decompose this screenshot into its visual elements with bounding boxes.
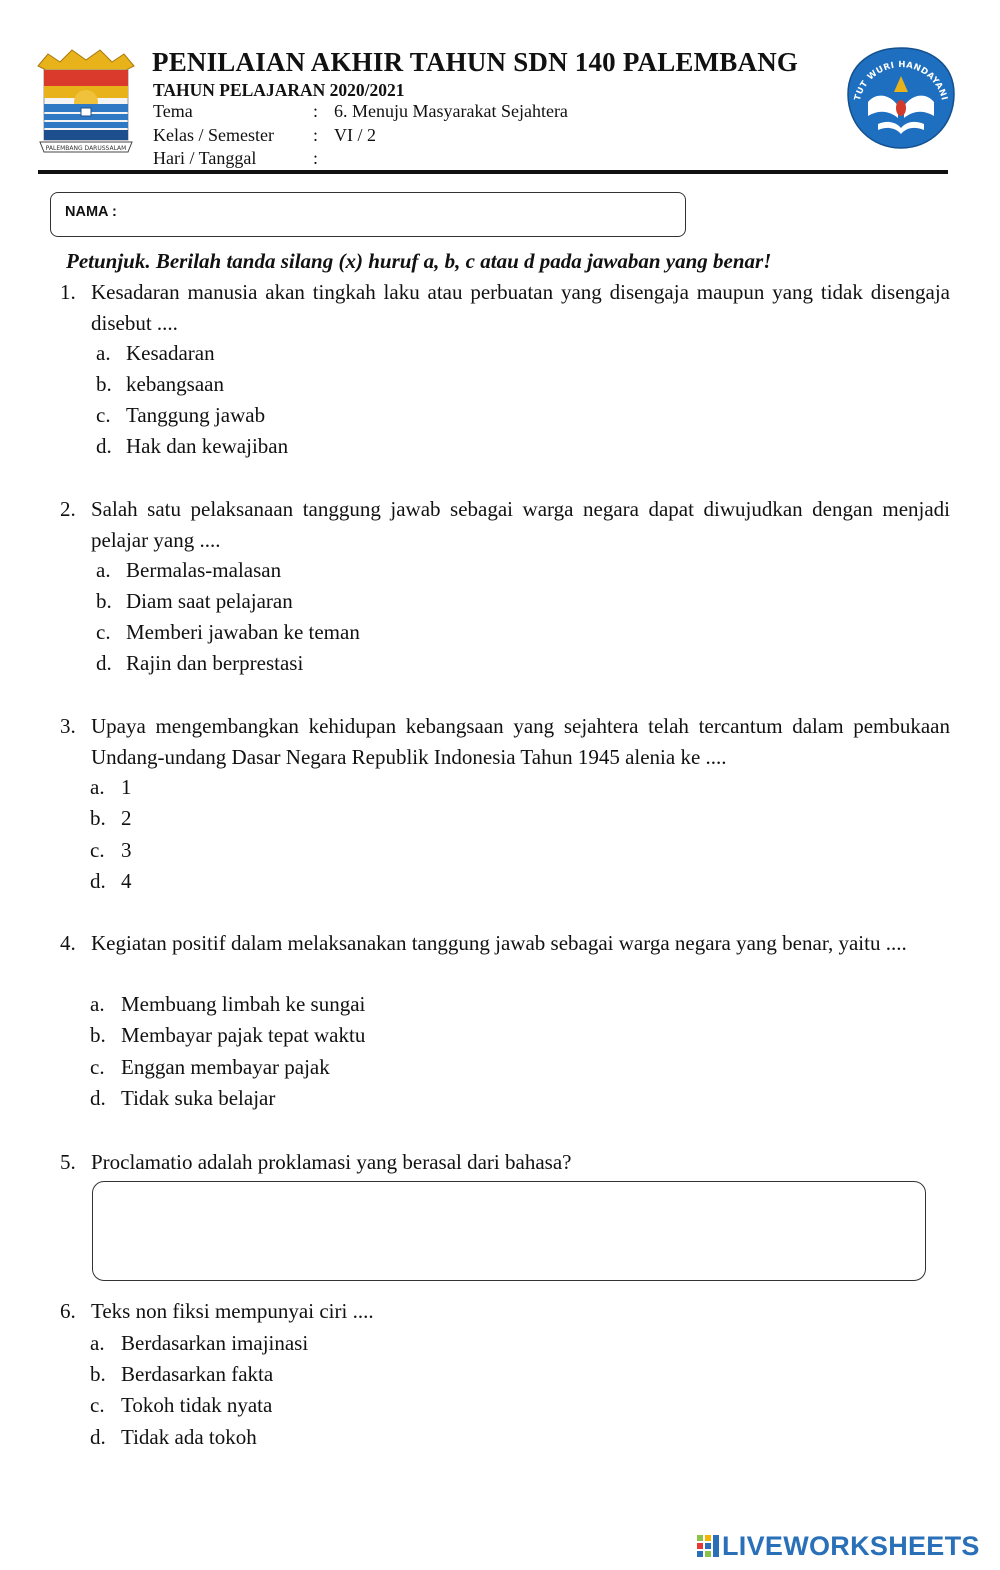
- option-text: Tokoh tidak nyata: [121, 1393, 273, 1417]
- meta-label: Hari / Tanggal: [153, 148, 257, 168]
- brand-name: LIVEWORKSHEETS: [722, 1531, 980, 1561]
- option-text: 3: [121, 838, 132, 862]
- option-text: Kesadaran: [126, 341, 215, 365]
- option-text: Memberi jawaban ke teman: [126, 620, 360, 644]
- emblem-arc-text: TUT WURI HANDAYANI: [852, 60, 950, 102]
- option-letter: d.: [90, 1425, 106, 1449]
- option-letter: c.: [90, 838, 105, 862]
- name-field[interactable]: [50, 192, 686, 237]
- question-text: Proclamatio adalah proklamasi yang berasal dari bahasa?: [91, 1150, 572, 1174]
- option-text: 4: [121, 869, 132, 893]
- liveworksheets-logo-icon: [697, 1535, 719, 1557]
- question-text: Upaya mengembangkan kehidupan kebangsaan yang sejahtera telah tercantum dalam pembukaan Undang-undang Dasar Negara Republik Indonesia Tahun 1945 alenia ke ....: [91, 714, 950, 769]
- option-text: Berdasarkan fakta: [121, 1362, 274, 1386]
- option-letter: c.: [90, 1393, 105, 1417]
- answer-input-box[interactable]: [92, 1181, 926, 1281]
- meta-colon: :: [313, 125, 319, 145]
- question-text: Salah satu pelaksanaan tanggung jawab sebagai warga negara dapat diwujudkan dengan menjadi pelajar yang ....: [91, 497, 950, 552]
- option-text: Tanggung jawab: [126, 403, 266, 427]
- option-text: kebangsaan: [126, 372, 224, 396]
- answer-option[interactable]: [90, 869, 132, 894]
- option-letter: a.: [90, 1331, 105, 1355]
- question-text: Teks non fiksi mempunyai ciri ....: [91, 1299, 374, 1323]
- option-text: Enggan membayar pajak: [121, 1055, 330, 1079]
- meta-value: 6. Menuju Masyarakat Sejahtera: [334, 101, 568, 121]
- option-text: Rajin dan berprestasi: [126, 651, 304, 675]
- option-text: Hak dan kewajiban: [126, 434, 289, 458]
- emblem-ribbon-text: PALEMBANG DARUSSALAM: [45, 145, 127, 152]
- meta-label: Kelas / Semester: [153, 125, 274, 145]
- answer-option[interactable]: [90, 1425, 257, 1450]
- answer-option[interactable]: [90, 838, 132, 863]
- option-letter: c.: [96, 620, 111, 644]
- meta-colon: :: [313, 148, 319, 168]
- meta-colon: :: [313, 101, 319, 121]
- meta-label: Tema: [153, 101, 193, 121]
- answer-option[interactable]: [90, 806, 132, 831]
- option-text: 1: [121, 775, 132, 799]
- question-number: 1.: [60, 280, 76, 304]
- tut-wuri-handayani-emblem-icon: [842, 44, 960, 152]
- answer-option[interactable]: [96, 372, 224, 397]
- option-letter: a.: [90, 992, 105, 1016]
- answer-option[interactable]: [96, 403, 265, 428]
- option-letter: b.: [96, 372, 112, 396]
- option-text: Tidak suka belajar: [121, 1086, 276, 1110]
- question-number: 5.: [60, 1150, 76, 1174]
- option-letter: d.: [90, 869, 106, 893]
- option-letter: a.: [96, 558, 111, 582]
- question-text: Kegiatan positif dalam melaksanakan tanggung jawab sebagai warga negara yang benar, yaitu ....: [91, 931, 907, 955]
- answer-option[interactable]: [96, 589, 293, 614]
- question-number: 2.: [60, 497, 76, 521]
- answer-option[interactable]: [96, 651, 303, 676]
- option-letter: d.: [96, 651, 112, 675]
- palembang-city-emblem-icon: [34, 44, 138, 156]
- answer-option[interactable]: [90, 992, 365, 1017]
- question-number: 3.: [60, 714, 76, 738]
- option-text: Membuang limbah ke sungai: [121, 992, 366, 1016]
- answer-option[interactable]: [90, 1393, 272, 1418]
- option-letter: b.: [90, 806, 106, 830]
- answer-option[interactable]: [90, 1331, 308, 1356]
- option-text: Diam saat pelajaran: [126, 589, 293, 613]
- option-letter: b.: [90, 1362, 106, 1386]
- option-letter: b.: [90, 1023, 106, 1047]
- option-text: Berdasarkan imajinasi: [121, 1331, 309, 1355]
- option-text: Tidak ada tokoh: [121, 1425, 257, 1449]
- answer-option[interactable]: [90, 1086, 275, 1111]
- name-label: NAMA :: [65, 204, 117, 220]
- answer-option[interactable]: [90, 1023, 365, 1048]
- option-text: Membayar pajak tepat waktu: [121, 1023, 366, 1047]
- option-letter: c.: [90, 1055, 105, 1079]
- question-number: 6.: [60, 1299, 76, 1323]
- option-letter: b.: [96, 589, 112, 613]
- option-text: Bermalas-malasan: [126, 558, 282, 582]
- option-text: 2: [121, 806, 132, 830]
- answer-option[interactable]: [96, 434, 288, 459]
- school-year: TAHUN PELAJARAN 2020/2021: [153, 80, 405, 100]
- question-number: 4.: [60, 931, 76, 955]
- option-letter: a.: [96, 341, 111, 365]
- instruction: Petunjuk. Berilah tanda silang (x) huruf a, b, c atau d pada jawaban yang benar!: [66, 249, 772, 273]
- answer-option[interactable]: [96, 558, 281, 583]
- answer-option[interactable]: [90, 1055, 330, 1080]
- option-letter: d.: [90, 1086, 106, 1110]
- option-letter: c.: [96, 403, 111, 427]
- meta-value: VI / 2: [334, 125, 376, 145]
- answer-option[interactable]: [96, 341, 215, 366]
- question-text: Kesadaran manusia akan tingkah laku atau perbuatan yang disengaja maupun yang tidak disengaja disebut ....: [91, 280, 950, 335]
- answer-option[interactable]: [90, 775, 132, 800]
- answer-option[interactable]: [96, 620, 360, 645]
- option-letter: d.: [96, 434, 112, 458]
- page-title: PENILAIAN AKHIR TAHUN SDN 140 PALEMBANG: [152, 47, 799, 77]
- option-letter: a.: [90, 775, 105, 799]
- answer-option[interactable]: [90, 1362, 273, 1387]
- header-divider: [38, 170, 948, 174]
